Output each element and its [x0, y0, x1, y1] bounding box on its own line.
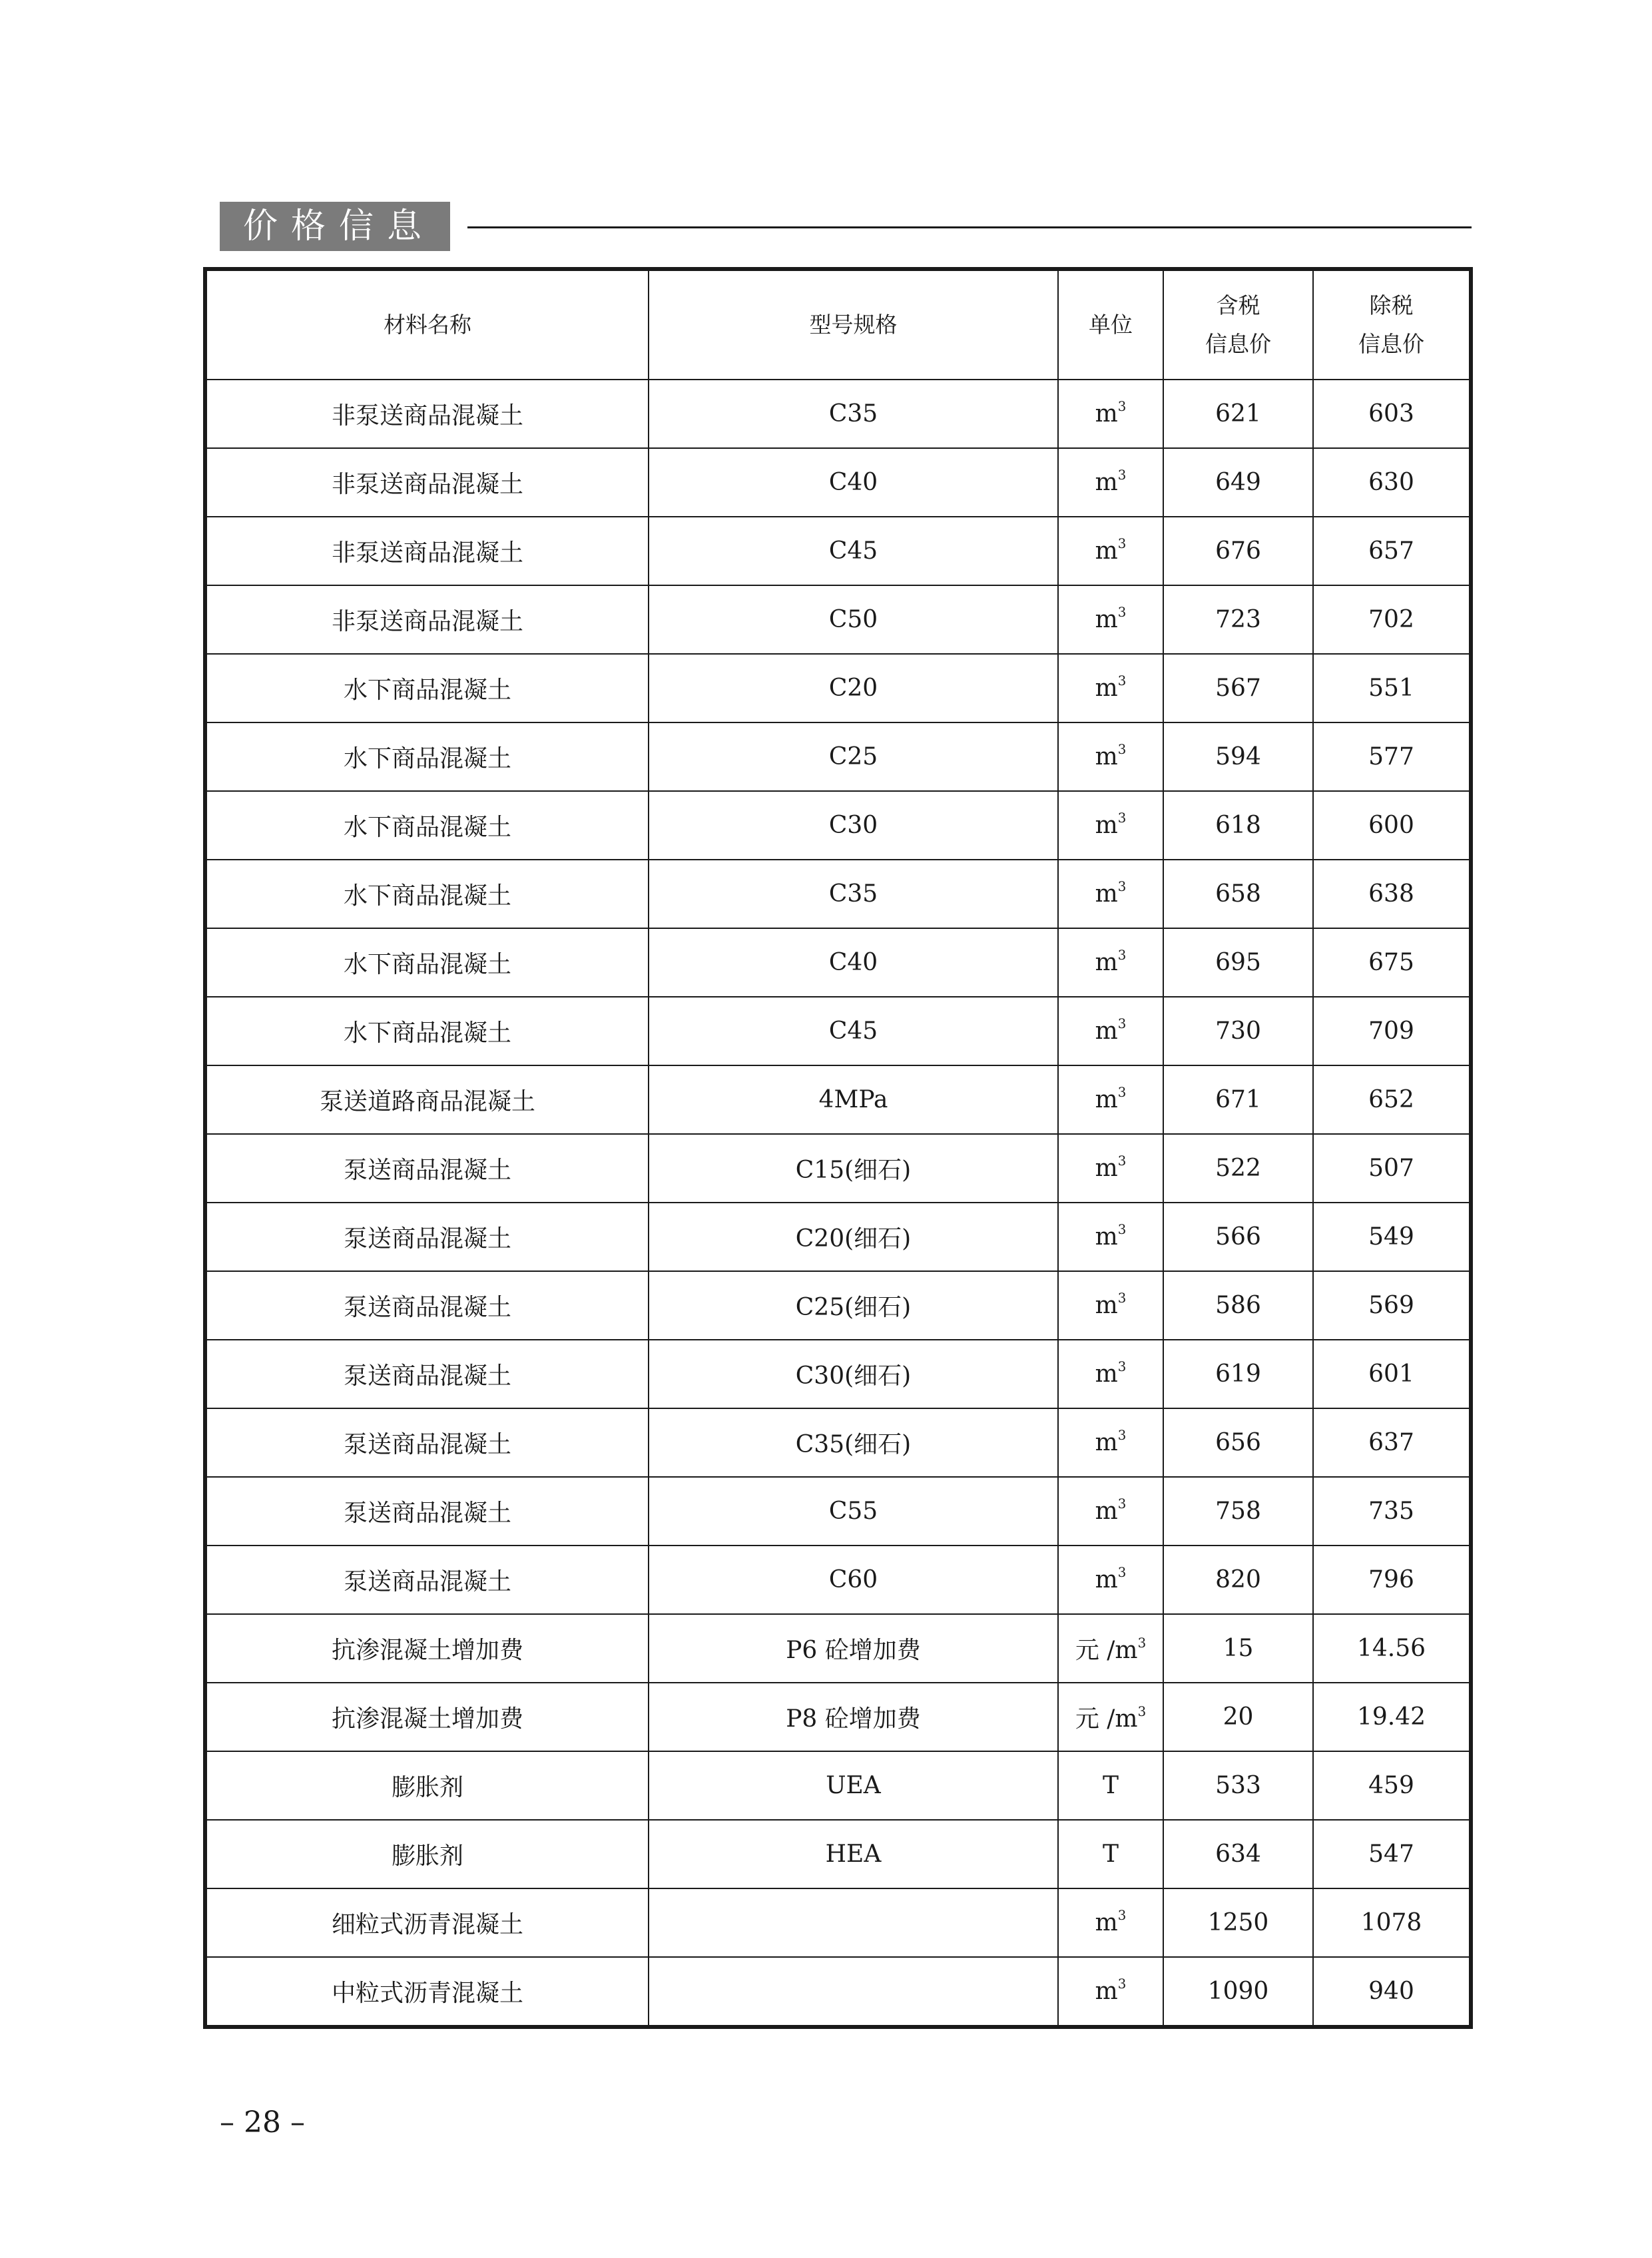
cell-price-notax: 630: [1313, 448, 1471, 517]
unit-superscript: 3: [1117, 1359, 1127, 1375]
cell-price-tax: 730: [1163, 997, 1313, 1065]
cell-price-tax: 15: [1163, 1614, 1313, 1683]
cell-spec: C45: [649, 997, 1058, 1065]
cell-price-notax: 569: [1313, 1271, 1471, 1340]
cell-name: 水下商品混凝土: [205, 791, 649, 860]
header-unit: 单位: [1058, 269, 1163, 380]
unit-text: 元 /m: [1075, 1637, 1138, 1664]
cell-price-notax: 796: [1313, 1546, 1471, 1614]
cell-price-tax: 671: [1163, 1065, 1313, 1134]
cell-price-notax: 657: [1313, 517, 1471, 585]
cell-unit: [1058, 860, 1163, 928]
unit-text: m: [1095, 1566, 1118, 1593]
cell-name: 抗渗混凝土增加费: [205, 1614, 649, 1683]
cell-unit: [1058, 1477, 1163, 1546]
table-row: [205, 1820, 1471, 1888]
header-spec: 型号规格: [649, 269, 1058, 380]
cell-price-tax: 566: [1163, 1203, 1313, 1271]
unit-superscript: 3: [1117, 742, 1127, 758]
cell-name: 非泵送商品混凝土: [205, 585, 649, 654]
cell-unit: [1058, 380, 1163, 448]
cell-price-notax: 601: [1313, 1340, 1471, 1408]
unit-superscript: 3: [1137, 1635, 1147, 1651]
cell-price-notax: 549: [1313, 1203, 1471, 1271]
table-row: [205, 1683, 1471, 1751]
cell-unit: [1058, 1271, 1163, 1340]
cell-spec: C45: [649, 517, 1058, 585]
table-row: [205, 1477, 1471, 1546]
unit-text: m: [1095, 675, 1118, 702]
cell-price-tax: 586: [1163, 1271, 1313, 1340]
cell-spec: C30(细石): [649, 1340, 1058, 1408]
unit-text: T: [1102, 1840, 1119, 1868]
unit-superscript: 3: [1117, 1153, 1127, 1169]
cell-price-notax: 637: [1313, 1408, 1471, 1477]
cell-unit: [1058, 997, 1163, 1065]
table-row: [205, 1134, 1471, 1203]
cell-spec: C40: [649, 928, 1058, 997]
table-row: [205, 1957, 1471, 2027]
cell-spec: C35: [649, 860, 1058, 928]
cell-spec: C30: [649, 791, 1058, 860]
cell-price-notax: 547: [1313, 1820, 1471, 1888]
cell-spec: [649, 1957, 1058, 2027]
cell-unit: [1058, 1340, 1163, 1408]
table-header-row: [205, 269, 1471, 380]
cell-price-tax: 621: [1163, 380, 1313, 448]
unit-superscript: 3: [1117, 1016, 1127, 1032]
section-title: 价格信息: [220, 202, 450, 251]
cell-price-notax: 551: [1313, 654, 1471, 722]
unit-superscript: 3: [1117, 673, 1127, 689]
cell-price-tax: 658: [1163, 860, 1313, 928]
cell-price-tax: 676: [1163, 517, 1313, 585]
cell-name: 泵送商品混凝土: [205, 1408, 649, 1477]
cell-spec: C25: [649, 722, 1058, 791]
cell-price-notax: 14.56: [1313, 1614, 1471, 1683]
cell-price-notax: 652: [1313, 1065, 1471, 1134]
cell-unit: [1058, 517, 1163, 585]
cell-name: 水下商品混凝土: [205, 722, 649, 791]
cell-unit: [1058, 1546, 1163, 1614]
cell-unit: [1058, 585, 1163, 654]
cell-price-tax: 1090: [1163, 1957, 1313, 2027]
cell-name: 非泵送商品混凝土: [205, 448, 649, 517]
unit-text: T: [1102, 1772, 1119, 1799]
cell-price-tax: 619: [1163, 1340, 1313, 1408]
cell-price-tax: 594: [1163, 722, 1313, 791]
cell-spec: UEA: [649, 1751, 1058, 1820]
header-name: 材料名称: [205, 269, 649, 380]
cell-unit: [1058, 1203, 1163, 1271]
cell-unit: [1058, 1820, 1163, 1888]
page-number: – 28 –: [220, 2106, 305, 2139]
header-price-tax-line1: 含税: [1216, 292, 1260, 318]
unit-text: m: [1095, 400, 1118, 427]
unit-text: m: [1095, 1155, 1118, 1182]
cell-spec: HEA: [649, 1820, 1058, 1888]
cell-unit: [1058, 1614, 1163, 1683]
unit-text: m: [1095, 606, 1118, 633]
cell-price-notax: 603: [1313, 380, 1471, 448]
cell-name: 水下商品混凝土: [205, 860, 649, 928]
cell-price-tax: 758: [1163, 1477, 1313, 1546]
cell-spec: P6 砼增加费: [649, 1614, 1058, 1683]
cell-name: 非泵送商品混凝土: [205, 517, 649, 585]
unit-superscript: 3: [1117, 1565, 1127, 1581]
cell-name: 水下商品混凝土: [205, 928, 649, 997]
cell-name: 泵送商品混凝土: [205, 1340, 649, 1408]
cell-unit: [1058, 1957, 1163, 2027]
cell-name: 抗渗混凝土增加费: [205, 1683, 649, 1751]
cell-price-tax: 649: [1163, 448, 1313, 517]
cell-name: 泵送商品混凝土: [205, 1203, 649, 1271]
table-row: [205, 448, 1471, 517]
unit-text: m: [1095, 1429, 1118, 1456]
cell-name: 泵送商品混凝土: [205, 1271, 649, 1340]
cell-price-notax: 702: [1313, 585, 1471, 654]
cell-name: 细粒式沥青混凝土: [205, 1888, 649, 1957]
cell-name: 中粒式沥青混凝土: [205, 1957, 649, 2027]
cell-unit: [1058, 1408, 1163, 1477]
cell-price-notax: 709: [1313, 997, 1471, 1065]
section-divider: [467, 226, 1472, 228]
unit-text: m: [1095, 1909, 1118, 1936]
cell-spec: C15(细石): [649, 1134, 1058, 1203]
unit-text: m: [1095, 1360, 1118, 1388]
cell-price-notax: 577: [1313, 722, 1471, 791]
cell-name: 水下商品混凝土: [205, 654, 649, 722]
cell-price-tax: 656: [1163, 1408, 1313, 1477]
unit-superscript: 3: [1117, 1908, 1127, 1924]
table-row: [205, 1340, 1471, 1408]
unit-superscript: 3: [1117, 948, 1127, 964]
cell-price-notax: 459: [1313, 1751, 1471, 1820]
unit-superscript: 3: [1117, 810, 1127, 826]
unit-text: m: [1095, 880, 1118, 908]
cell-price-notax: 19.42: [1313, 1683, 1471, 1751]
cell-name: 泵送商品混凝土: [205, 1134, 649, 1203]
unit-superscript: 3: [1117, 467, 1127, 483]
unit-text: m: [1095, 1017, 1118, 1045]
unit-superscript: 3: [1117, 1085, 1127, 1101]
unit-text: 元 /m: [1075, 1705, 1138, 1733]
table-row: [205, 1546, 1471, 1614]
table-row: [205, 1614, 1471, 1683]
cell-spec: C25(细石): [649, 1271, 1058, 1340]
cell-price-tax: 522: [1163, 1134, 1313, 1203]
table-row: [205, 1408, 1471, 1477]
cell-unit: [1058, 791, 1163, 860]
cell-name: 膨胀剂: [205, 1751, 649, 1820]
cell-price-tax: 634: [1163, 1820, 1313, 1888]
table-row: [205, 791, 1471, 860]
cell-spec: C55: [649, 1477, 1058, 1546]
unit-superscript: 3: [1117, 1222, 1127, 1238]
header-price-tax: [1163, 269, 1313, 380]
cell-unit: [1058, 1751, 1163, 1820]
table-row: [205, 1203, 1471, 1271]
cell-price-tax: 618: [1163, 791, 1313, 860]
cell-spec: C35(细石): [649, 1408, 1058, 1477]
table-row: [205, 1271, 1471, 1340]
table-row: [205, 1751, 1471, 1820]
cell-price-notax: 507: [1313, 1134, 1471, 1203]
cell-unit: [1058, 722, 1163, 791]
table-row: [205, 585, 1471, 654]
table-row: [205, 1065, 1471, 1134]
cell-unit: [1058, 1134, 1163, 1203]
cell-name: 膨胀剂: [205, 1820, 649, 1888]
header-price-tax-line2: 信息价: [1205, 331, 1271, 357]
cell-unit: [1058, 654, 1163, 722]
unit-superscript: 3: [1137, 1704, 1147, 1720]
cell-price-tax: 695: [1163, 928, 1313, 997]
price-table: [203, 267, 1473, 2029]
cell-spec: C40: [649, 448, 1058, 517]
header-price-notax-line2: 信息价: [1358, 331, 1424, 357]
unit-superscript: 3: [1117, 1496, 1127, 1512]
cell-price-notax: 600: [1313, 791, 1471, 860]
unit-text: m: [1095, 1086, 1118, 1113]
cell-spec: C50: [649, 585, 1058, 654]
cell-spec: 4MPa: [649, 1065, 1058, 1134]
cell-unit: [1058, 448, 1163, 517]
cell-name: 非泵送商品混凝土: [205, 380, 649, 448]
cell-unit: [1058, 928, 1163, 997]
header-price-notax-line1: 除税: [1369, 292, 1414, 318]
unit-text: m: [1095, 1498, 1118, 1525]
cell-spec: C60: [649, 1546, 1058, 1614]
table-row: [205, 860, 1471, 928]
cell-spec: C20: [649, 654, 1058, 722]
unit-superscript: 3: [1117, 1976, 1127, 1992]
table-row: [205, 380, 1471, 448]
table-row: [205, 997, 1471, 1065]
unit-text: m: [1095, 949, 1118, 976]
cell-price-notax: 638: [1313, 860, 1471, 928]
cell-name: 泵送道路商品混凝土: [205, 1065, 649, 1134]
unit-superscript: 3: [1117, 536, 1127, 552]
unit-superscript: 3: [1117, 879, 1127, 895]
cell-price-tax: 1250: [1163, 1888, 1313, 1957]
cell-spec: C20(细石): [649, 1203, 1058, 1271]
cell-unit: [1058, 1888, 1163, 1957]
cell-spec: [649, 1888, 1058, 1957]
cell-unit: [1058, 1065, 1163, 1134]
unit-text: m: [1095, 469, 1118, 496]
cell-price-tax: 723: [1163, 585, 1313, 654]
table-row: [205, 517, 1471, 585]
cell-price-tax: 567: [1163, 654, 1313, 722]
table-row: [205, 654, 1471, 722]
unit-text: m: [1095, 812, 1118, 839]
table-row: [205, 928, 1471, 997]
cell-price-notax: 940: [1313, 1957, 1471, 2027]
cell-spec: C35: [649, 380, 1058, 448]
table-row: [205, 1888, 1471, 1957]
table-body: [205, 380, 1471, 2027]
unit-text: m: [1095, 1978, 1118, 2005]
unit-text: m: [1095, 537, 1118, 565]
cell-price-notax: 1078: [1313, 1888, 1471, 1957]
header-price-notax: [1313, 269, 1471, 380]
section-header: [220, 202, 1472, 251]
table-row: [205, 722, 1471, 791]
cell-unit: [1058, 1683, 1163, 1751]
cell-name: 泵送商品混凝土: [205, 1477, 649, 1546]
unit-text: m: [1095, 1223, 1118, 1251]
cell-name: 水下商品混凝土: [205, 997, 649, 1065]
cell-price-tax: 820: [1163, 1546, 1313, 1614]
unit-text: m: [1095, 1292, 1118, 1319]
cell-price-notax: 735: [1313, 1477, 1471, 1546]
unit-text: m: [1095, 743, 1118, 770]
cell-spec: P8 砼增加费: [649, 1683, 1058, 1751]
cell-price-tax: 20: [1163, 1683, 1313, 1751]
unit-superscript: 3: [1117, 399, 1127, 415]
unit-superscript: 3: [1117, 1290, 1127, 1306]
cell-price-notax: 675: [1313, 928, 1471, 997]
unit-superscript: 3: [1117, 1428, 1127, 1444]
cell-price-tax: 533: [1163, 1751, 1313, 1820]
cell-name: 泵送商品混凝土: [205, 1546, 649, 1614]
unit-superscript: 3: [1117, 605, 1127, 621]
